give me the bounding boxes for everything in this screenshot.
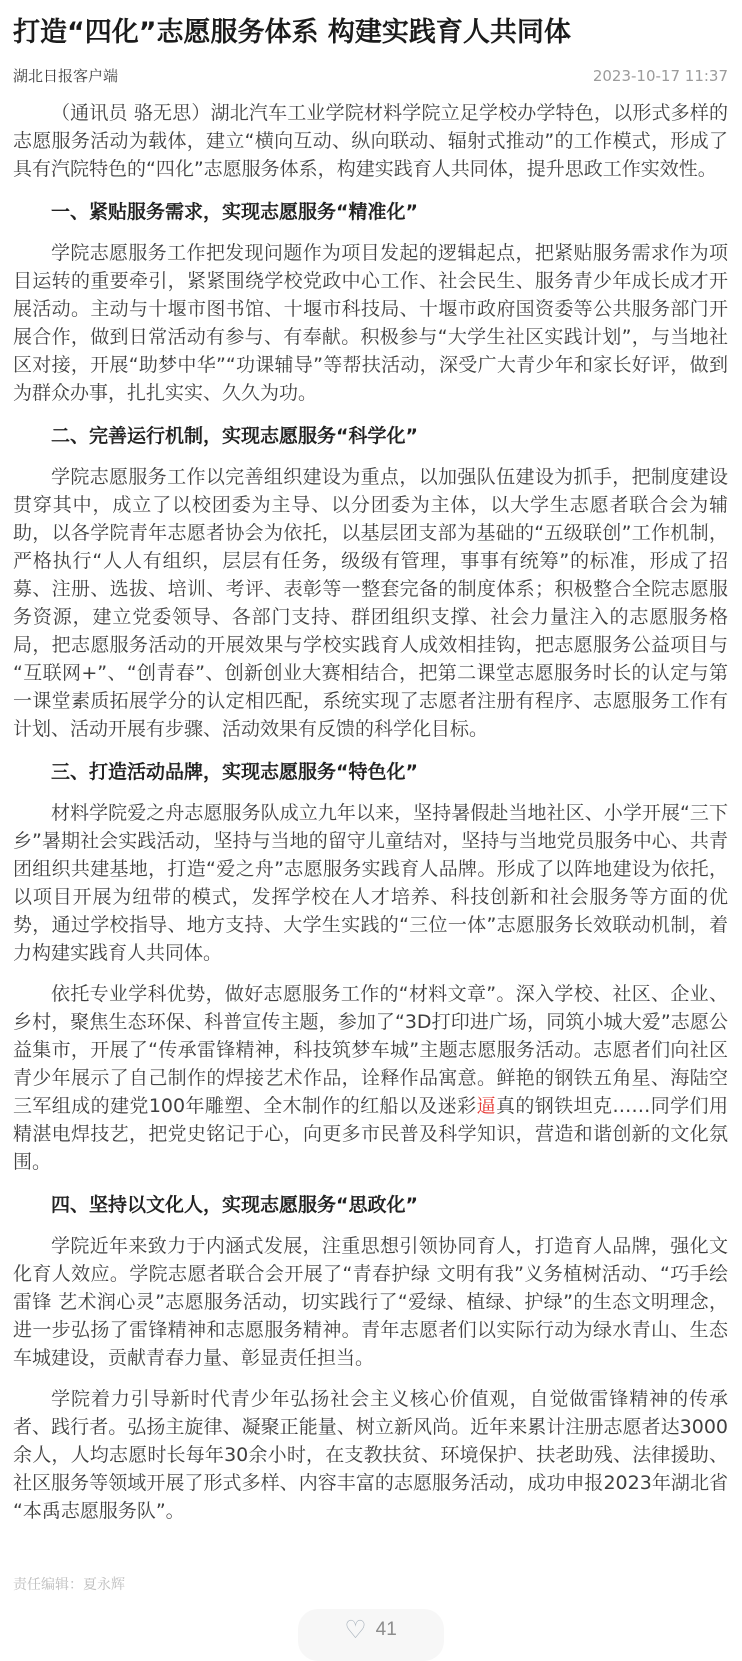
article-title: 打造“四化”志愿服务体系 构建实践育人共同体 <box>13 17 571 48</box>
like-count: 41 <box>375 1619 397 1640</box>
paragraph-6: 学院近年来致力于内涵式发展，注重思想引领协同育人，打造育人品牌，强化文化育人效应。学院志愿者联合会开展了“青春护绿 文明有我”义务植树活动、“巧手绘雷锋 艺术润心灵”志愿服务活动，切实践行了“爱绿、植绿、护绿”的生态文明理念，进一步弘扬了雷锋精神和志愿服务精神。青年志愿者们以实际行动为绿水青山、生态车城建设，贡献青春力量、彰显责任担当。 <box>13 1235 728 1369</box>
article-meta <box>13 66 728 86</box>
section-heading-1: 一、紧贴服务需求，实现志愿服务“精准化” <box>51 201 418 223</box>
article-body <box>13 99 728 1525</box>
paragraph-5 <box>13 980 728 1176</box>
paragraph-1: （通讯员 骆无思）湖北汽车工业学院材料学院立足学校办学特色，以形式多样的志愿服务活动为载体，建立“横向互动、纵向联动、辐射式推动”的工作模式，形成了具有汽院特色的“四化”志愿服务体系，构建实践育人共同体，提升思政工作实效性。 <box>13 102 728 180</box>
paragraph-4: 材料学院爱之舟志愿服务队成立九年以来，坚持暑假赴当地社区、小学开展“三下乡”暑期社会实践活动，坚持与当地的留守儿童结对，坚持与当地党员服务中心、共青团组织共建基地，打造“爱之舟”志愿服务实践育人品牌。形成了以阵地建设为依托，以项目开展为纽带的模式，发挥学校在人才培养、科技创新和社会服务等方面的优势，通过学校指导、地方支持、大学生实践的“三位一体”志愿服务长效联动机制，着力构建实践育人共同体。 <box>13 802 728 964</box>
editor-credit: 责任编辑：夏永辉 <box>13 1577 125 1593</box>
paragraph-5-text-after: 真的钢铁坦克……同学们用精湛电焊技艺，把党史铭记于心，向更多市民普及科学知识，营造和谐创新的文化氛围。 <box>13 1095 728 1173</box>
paragraph-3: 学院志愿服务工作以完善组织建设为重点，以加强队伍建设为抓手，把制度建设贯穿其中，成立了以校团委为主导、以分团委为主体，以大学生志愿者联合会为辅助，以各学院青年志愿者协会为依托，以基层团支部为基础的“五级联创”工作机制，严格执行“人人有组织，层层有任务，级级有管理，事事有统筹”的标准，形成了招募、注册、选拔、培训、考评、表彰等一整套完备的制度体系；积极整合全院志愿服务资源，建立党委领导、各部门支持、群团组织支撑、社会力量注入的志愿服务格局，把志愿服务活动的开展效果与学校实践育人成效相挂钩，把志愿服务公益项目与“互联网+”、“创青春”、创新创业大赛相结合，把第二课堂志愿服务时长的认定与第一课堂素质拓展学分的认定相匹配，系统实现了志愿者注册有程序、志愿服务工作有计划、活动开展有步骤、活动效果有反馈的科学化目标。 <box>13 466 728 740</box>
section-heading-3: 三、打造活动品牌，实现志愿服务“特色化” <box>51 761 418 783</box>
heart-icon: ♡ <box>344 1615 367 1644</box>
paragraph-2: 学院志愿服务工作把发现问题作为项目发起的逻辑起点，把紧贴服务需求作为项目运转的重要牵引，紧紧围绕学校党政中心工作、社会民生、服务青少年成长成才开展活动。主动与十堰市图书馆、十堰市科技局、十堰市政府国资委等公共服务部门开展合作，做到日常活动有参与、有奉献。积极参与“大学生社区实践计划”，与当地社区对接，开展“助梦中华”“功课辅导”等帮扶活动，深受广大青少年和家长好评，做到为群众办事，扎扎实实、久久为功。 <box>13 242 728 404</box>
publish-time: 2023-10-17 11:37 <box>592 67 728 85</box>
flagged-word: 逼 <box>476 1095 496 1117</box>
paragraph-7: 学院着力引导新时代青少年弘扬社会主义核心价值观，自觉做雷锋精神的传承者、践行者。弘扬主旋律、凝聚正能量、树立新风尚。近年来累计注册志愿者达3000余人，人均志愿时长每年30余小时，在支教扶贫、环境保护、扶老助残、法律援助、社区服务等领域开展了形式多样、内容丰富的志愿服务活动，成功申报2023年湖北省“本禹志愿服务队”。 <box>13 1388 728 1522</box>
paragraph-5-text-before: 依托专业学科优势，做好志愿服务工作的“材料文章”。深入学校、社区、企业、乡村，聚焦生态环保、科普宣传主题，参加了“3D打印进广场，同筑小城大爱”志愿公益集市，开展了“传承雷锋精神，科技筑梦车城”主题志愿服务活动。志愿者们向社区青少年展示了自己制作的焊接艺术作品，诠释作品寓意。鲜艳的钢铁五角星、海陆空三军组成的建党100年雕塑、全木制作的红船以及迷彩 <box>13 983 728 1117</box>
like-button-area <box>13 1609 728 1661</box>
section-heading-4: 四、坚持以文化人，实现志愿服务“思政化” <box>51 1194 418 1216</box>
like-button[interactable] <box>298 1609 444 1661</box>
section-heading-2: 二、完善运行机制，实现志愿服务“科学化” <box>51 425 418 447</box>
source-name: 湖北日报客户端 <box>13 67 119 85</box>
